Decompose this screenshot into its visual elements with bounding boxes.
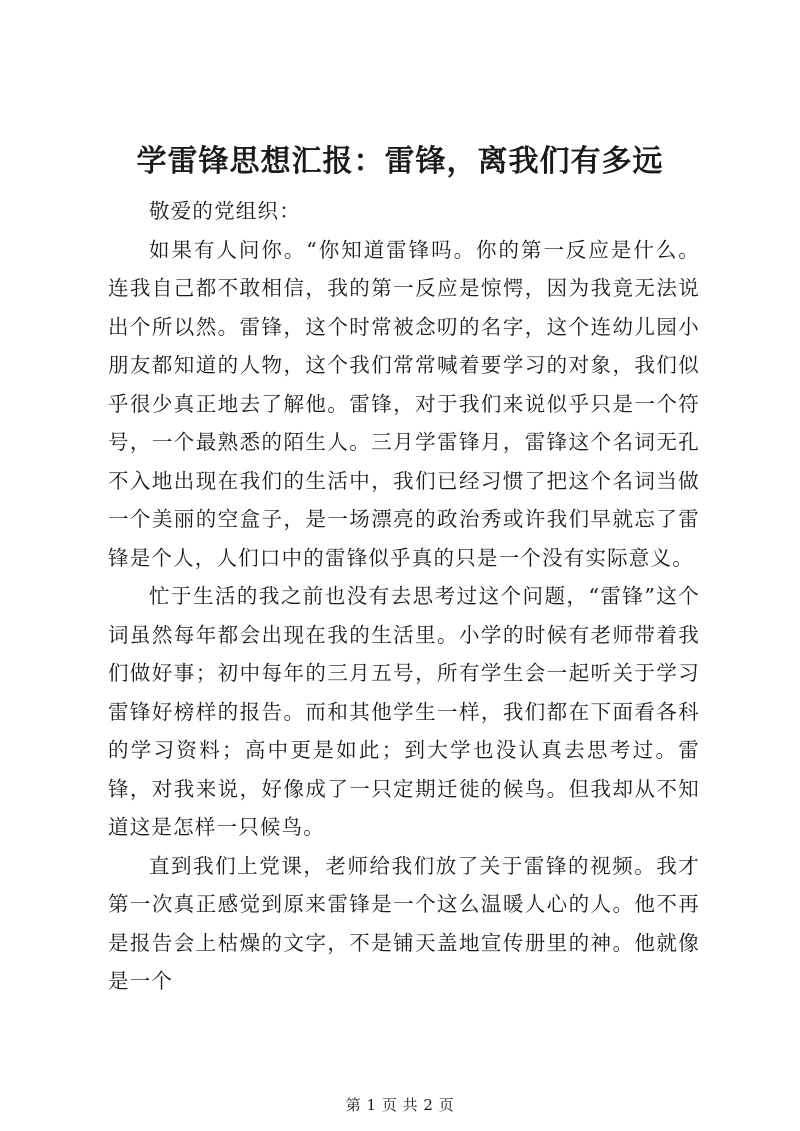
body-paragraph-3: 直到我们上党课，老师给我们放了关于雷锋的视频。我才第一次真正感觉到原来雷锋是一个这么温暖人心的人。他不再是报告会上枯燥的文字，不是铺天盖地宣传册里的神。他就像是一个 (108, 853, 700, 993)
salutation-paragraph: 敬爱的党组织： (149, 199, 301, 223)
body-paragraph-2: 忙于生活的我之前也没有去思考过这个问题，“雷锋”这个词虽然每年都会出现在我的生活里。小学的时候有老师带着我们做好事；初中每年的三月五号，所有学生会一起听关于学习雷锋好榜样的报告。而和其他学生一样，我们都在下面看各科的学习资料；高中更是如此；到大学也没认真去思考过。雷锋，对我来说，好像成了一只定期迁徙的候鸟。但我却从不知道这是怎样一只候鸟。 (108, 584, 700, 839)
page-number-footer: 第 1 页 共 2 页 (345, 1096, 455, 1114)
body-paragraph-1: 如果有人问你。“你知道雷锋吗。你的第一反应是什么。连我自己都不敢相信，我的第一反应是惊愕，因为我竟无法说出个所以然。雷锋，这个时常被念叨的名字，这个连幼儿园小朋友都知道的人物，这个我们常常喊着要学习的对象，我们似乎很少真正地去了解他。雷锋，对于我们来说似乎只是一个符号，一个最熟悉的陌生人。三月学雷锋月，雷锋这个名词无孔不入地出现在我们的生活中，我们已经习惯了把这个名词当做一个美丽的空盒子，是一场漂亮的政治秀或许我们早就忘了雷锋是个人，人们口中的雷锋似乎真的只是一个没有实际意义。 (108, 237, 700, 570)
document-body (108, 192, 700, 1001)
document-title: 学雷锋思想汇报：雷锋，离我们有多远 (136, 144, 664, 179)
